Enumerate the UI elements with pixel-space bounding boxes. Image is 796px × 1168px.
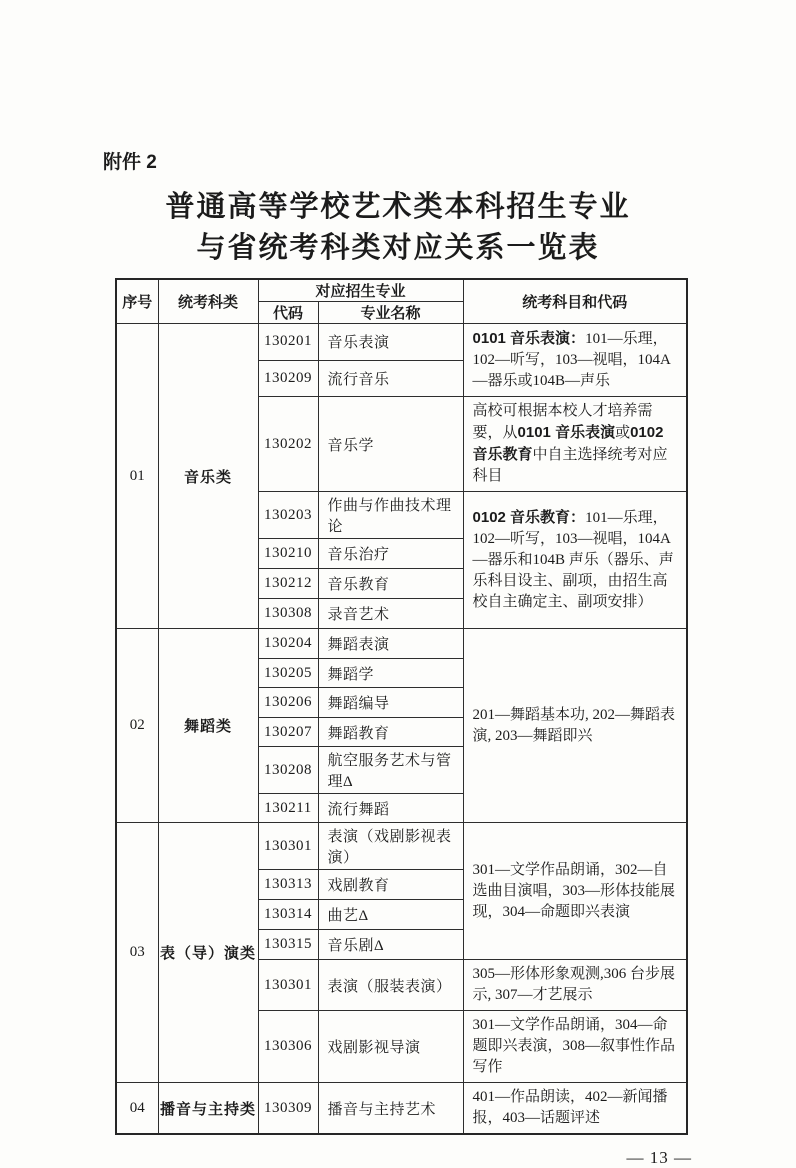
major-cell: 舞蹈学 [318, 659, 463, 688]
code-cell: 130301 [258, 823, 318, 870]
code-cell: 130314 [258, 900, 318, 930]
code-cell: 130201 [258, 324, 318, 361]
code-cell: 130210 [258, 539, 318, 569]
table-row [116, 629, 687, 659]
category-cell: 音乐类 [158, 324, 258, 629]
major-cell: 戏剧教育 [318, 870, 463, 900]
major-cell: 录音艺术 [318, 599, 463, 629]
header-seq: 序号 [116, 279, 158, 324]
subjects-cell [463, 1083, 687, 1135]
category-cell: 表（导）演类 [158, 823, 258, 1083]
header-code: 代码 [258, 302, 318, 324]
major-cell: 播音与主持艺术 [318, 1083, 463, 1135]
subject-text: 201—舞蹈基本功, 202—舞蹈表演, 203—舞蹈即兴 [472, 706, 676, 744]
major-cell: 音乐剧Δ [318, 930, 463, 960]
page-title-line1: 普通高等学校艺术类本科招生专业 [165, 191, 631, 223]
code-cell: 130209 [258, 360, 318, 397]
category-cell: 播音与主持类 [158, 1083, 258, 1135]
subject-text: 301—文学作品朗诵，304—命题即兴表演，308—叙事性作品写作 [472, 1017, 676, 1075]
major-cell: 曲艺Δ [318, 900, 463, 930]
major-cell: 表演（戏剧影视表演） [318, 823, 463, 870]
subjects-cell [463, 492, 687, 629]
subject-bold: 0101 音乐表演： [472, 330, 586, 347]
subjects-cell [463, 823, 687, 960]
code-cell: 130212 [258, 569, 318, 599]
major-cell: 音乐学 [318, 397, 463, 492]
code-cell: 130306 [258, 1011, 318, 1083]
subjects-cell [463, 324, 687, 397]
seq-cell: 01 [116, 324, 158, 629]
code-cell: 130208 [258, 747, 318, 794]
code-cell: 130308 [258, 599, 318, 629]
code-cell: 130315 [258, 930, 318, 960]
subject-text: 301—文学作品朗诵，302—自选曲目演唱，303—形体技能展现，304—命题即兴表演 [472, 861, 676, 920]
subject-bold: 0101 音乐表演 [517, 424, 616, 441]
major-cell: 音乐教育 [318, 569, 463, 599]
subject-text: 101—乐理，102—听写，103—视唱，104A—器乐或104B—声乐 [472, 331, 671, 389]
header-exam-category: 统考科类 [158, 279, 258, 324]
major-cell: 音乐治疗 [318, 539, 463, 569]
table-row [116, 324, 687, 361]
subjects-cell [463, 1011, 687, 1083]
code-cell: 130206 [258, 688, 318, 718]
correspondence-table [115, 278, 688, 1135]
major-cell: 流行音乐 [318, 360, 463, 397]
attachment-label: 附件 2 [103, 152, 157, 173]
subject-bold: 0102 音乐教育 [472, 424, 664, 463]
header-exam-subjects: 统考科目和代码 [463, 279, 687, 324]
seq-cell: 02 [116, 629, 158, 823]
major-cell: 作曲与作曲技术理论 [318, 492, 463, 539]
category-cell: 舞蹈类 [158, 629, 258, 823]
subject-text: 中自主选择统考对应科目 [472, 447, 668, 484]
subject-text: 高校可根据本校人才培养需要，从 [472, 403, 653, 441]
major-cell: 流行舞蹈 [318, 794, 463, 823]
page-title-line2: 与省统考科类对应关系一览表 [196, 232, 600, 264]
header-corresponding-majors: 对应招生专业 [258, 279, 463, 302]
code-cell: 130211 [258, 794, 318, 823]
code-cell: 130203 [258, 492, 318, 539]
major-cell: 舞蹈编导 [318, 688, 463, 718]
table-row [116, 1083, 687, 1135]
major-cell: 表演（服装表演） [318, 960, 463, 1011]
seq-cell: 03 [116, 823, 158, 1083]
subjects-cell [463, 629, 687, 823]
code-cell: 130309 [258, 1083, 318, 1135]
major-cell: 航空服务艺术与管理Δ [318, 747, 463, 794]
code-cell: 130205 [258, 659, 318, 688]
subject-text: 或 [615, 425, 631, 441]
subject-text: 305—形体形象观测,306 台步展示, 307—才艺展示 [472, 966, 676, 1003]
code-cell: 130313 [258, 870, 318, 900]
header-major-name: 专业名称 [318, 302, 463, 324]
code-cell: 130202 [258, 397, 318, 492]
subjects-cell [463, 397, 687, 492]
table-row [116, 823, 687, 870]
code-cell: 130301 [258, 960, 318, 1011]
page-number: — 13 — [626, 1148, 692, 1167]
subject-bold: 0102 音乐教育： [472, 509, 586, 526]
subjects-cell [463, 960, 687, 1011]
major-cell: 戏剧影视导演 [318, 1011, 463, 1083]
seq-cell: 04 [116, 1083, 158, 1135]
major-cell: 音乐表演 [318, 324, 463, 361]
major-cell: 舞蹈表演 [318, 629, 463, 659]
code-cell: 130207 [258, 718, 318, 747]
header-row-1 [116, 279, 687, 302]
code-cell: 130204 [258, 629, 318, 659]
subject-text: 401—作品朗读，402—新闻播报，403—话题评述 [472, 1089, 668, 1126]
subject-text: 101—乐理，102—听写，103—视唱，104A—器乐和104B 声乐（器乐、声乐科目设主、副项，由招生高校自主确定主、副项安排） [472, 510, 674, 610]
major-cell: 舞蹈教育 [318, 718, 463, 747]
